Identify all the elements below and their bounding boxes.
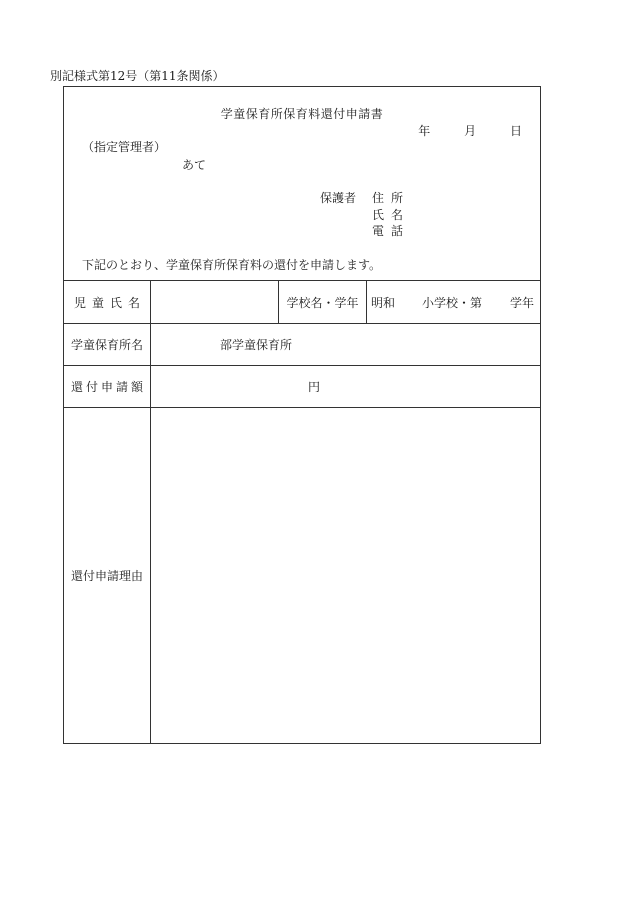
facility-input[interactable]: 部学童保育所 <box>220 338 293 352</box>
school-grade-input[interactable] <box>367 281 540 323</box>
guardian-address-field[interactable]: 住所 <box>372 191 411 205</box>
child-name-label: 児童氏名 <box>73 295 146 310</box>
guardian-label: 保護者 <box>320 191 357 205</box>
date-fields <box>388 122 522 139</box>
school-era-text: 明和 <box>371 295 396 310</box>
application-statement: 下記のとおり、学童保育所保育料の還付を申請します。 <box>82 258 382 272</box>
amount-input[interactable]: 円 <box>308 380 321 394</box>
manager-label: （指定管理者） <box>82 140 167 154</box>
facility-row <box>64 323 540 365</box>
amount-label: 還付申請額 <box>70 380 146 394</box>
guardian-phone-field[interactable]: 電話 <box>372 224 411 238</box>
child-name-label-cell <box>64 281 151 323</box>
school-grade-label-cell <box>279 281 367 323</box>
grade-suffix-text: 学年 <box>509 295 534 310</box>
reason-row <box>64 407 540 743</box>
addressee-label: あて <box>182 158 207 172</box>
date-day[interactable]: 日 <box>509 124 522 138</box>
amount-label-cell <box>64 366 151 407</box>
date-month[interactable]: 月 <box>464 124 477 138</box>
reason-label: 還付申請理由 <box>70 569 143 583</box>
school-grade-label: 学校名・学年 <box>286 295 359 310</box>
facility-label: 学童保育所名 <box>70 338 143 352</box>
application-form <box>63 86 541 744</box>
reason-label-cell <box>64 408 151 743</box>
date-year[interactable]: 年 <box>418 124 431 138</box>
school-suffix-text: 小学校・第 <box>422 295 483 310</box>
form-header <box>64 87 540 280</box>
guardian-name-field[interactable]: 氏名 <box>372 208 411 222</box>
form-title: 学童保育所保育料還付申請書 <box>220 107 384 121</box>
reason-input[interactable] <box>151 408 540 743</box>
form-reference: 別記様式第12号（第11条関係） <box>50 69 225 83</box>
amount-row <box>64 365 540 407</box>
child-name-row <box>64 280 540 323</box>
child-name-input[interactable] <box>151 281 279 323</box>
facility-label-cell <box>64 324 151 365</box>
